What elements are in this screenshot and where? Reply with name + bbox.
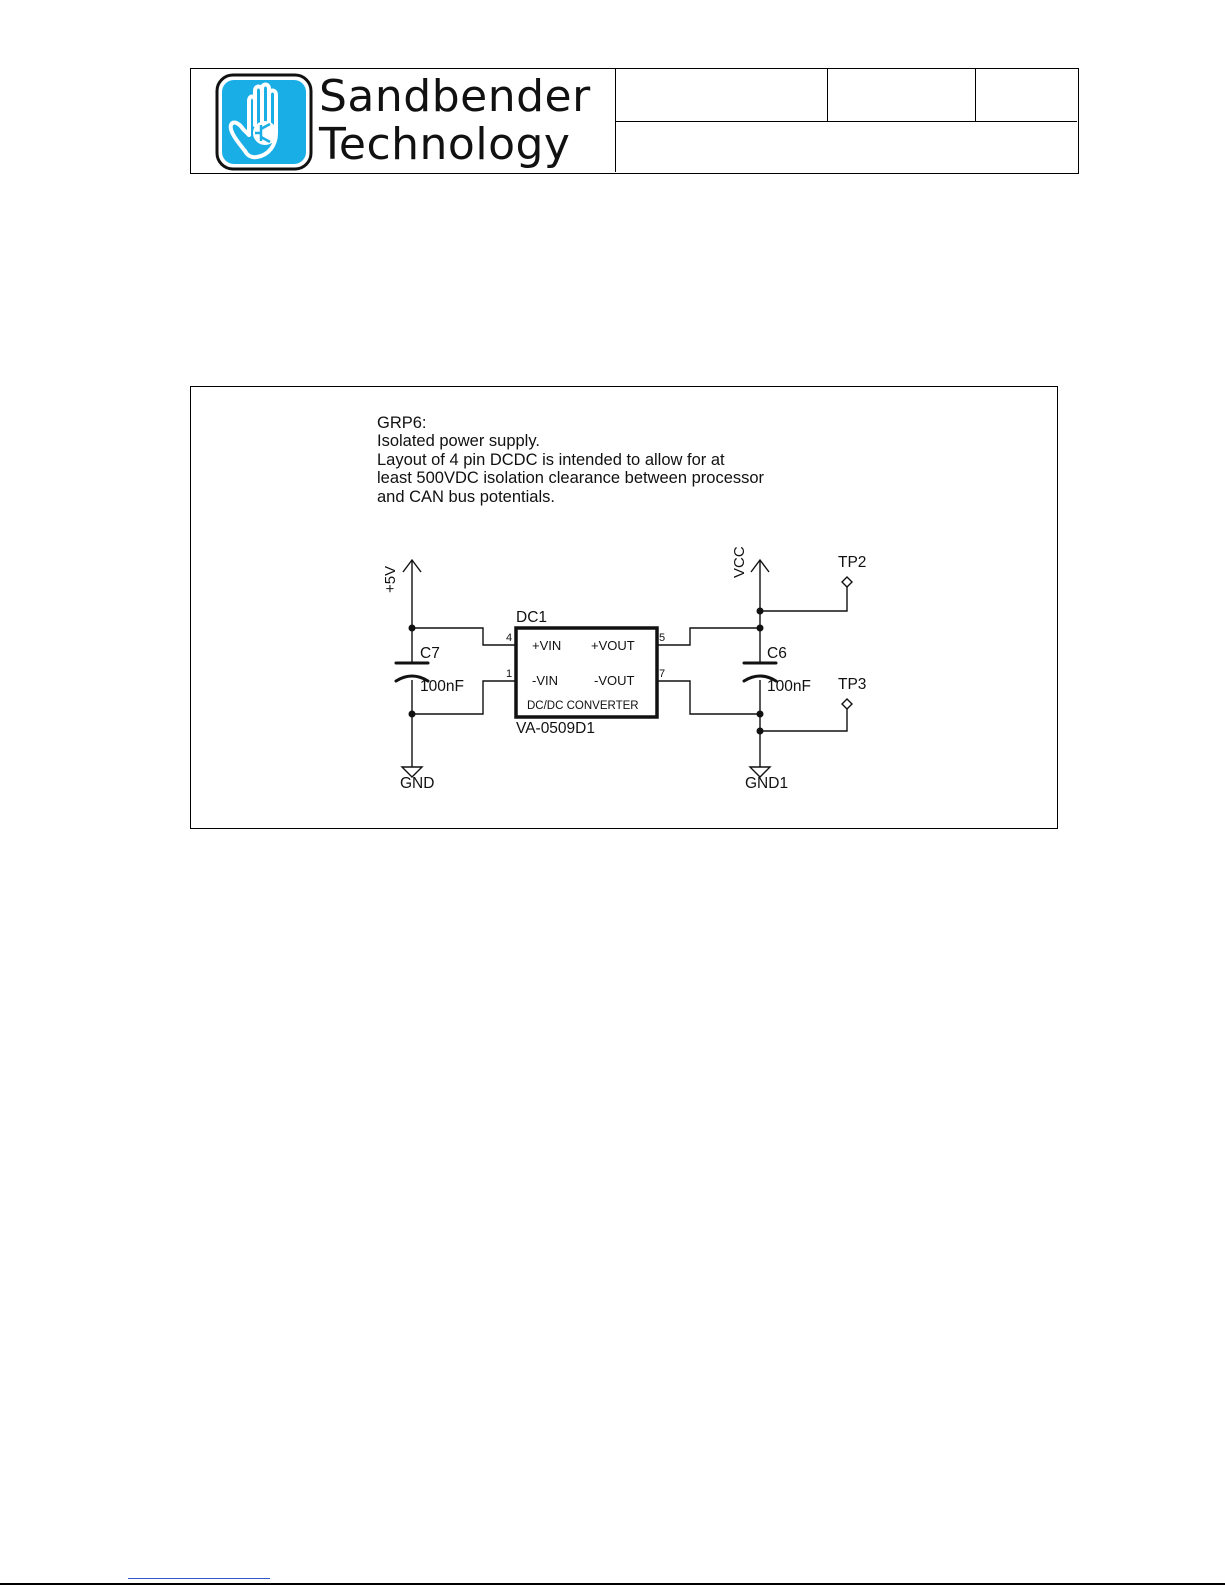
testpoint-tp2-icon <box>842 577 852 587</box>
note-line: Layout of 4 pin DCDC is intended to allow for at <box>377 450 725 469</box>
wire-tp2 <box>760 587 847 611</box>
junction-dot <box>409 711 416 718</box>
label-gnd1: GND1 <box>745 775 789 792</box>
note-line: GRP6: <box>377 414 427 432</box>
note-line: Isolated power supply. <box>377 432 540 451</box>
testpoint-tp3-icon <box>842 699 852 709</box>
label-pin-1: 1 <box>506 668 513 680</box>
label-vcc: VCC <box>731 546 748 578</box>
label-5v: +5V <box>382 565 399 593</box>
label-tp3: TP3 <box>838 676 867 693</box>
wire-vin-pos <box>412 628 515 645</box>
label-pin-7: 7 <box>659 668 666 680</box>
label-c7-value: 100nF <box>420 678 464 695</box>
label-pin-vin-neg: -VIN <box>532 673 558 688</box>
label-tp2: TP2 <box>838 554 867 571</box>
note-line: and CAN bus potentials. <box>377 487 555 506</box>
label-pin-vout-pos: +VOUT <box>591 638 635 653</box>
junction-dot <box>757 625 764 632</box>
label-pin-vout-neg: -VOUT <box>594 673 635 688</box>
label-ic-desc: DC/DC CONVERTER <box>527 700 639 712</box>
brand-name-line1: Sandbender <box>319 71 591 122</box>
junction-dot <box>757 608 764 615</box>
label-c6-ref: C6 <box>767 645 787 662</box>
note-line: least 500VDC isolation clearance between processor <box>377 469 765 488</box>
junction-dot <box>409 625 416 632</box>
label-c6-value: 100nF <box>767 678 811 695</box>
label-pin-vin-pos: +VIN <box>532 638 562 653</box>
label-gnd: GND <box>400 775 435 792</box>
label-c7-ref: C7 <box>420 645 440 662</box>
wire-vout-pos <box>657 628 760 645</box>
wire-tp3 <box>760 709 847 731</box>
footer-link-underline[interactable] <box>128 1578 270 1579</box>
label-pin-5: 5 <box>659 632 666 644</box>
junction-dot <box>757 711 764 718</box>
wire-vout-neg <box>657 681 760 714</box>
junction-dot <box>757 728 764 735</box>
brand-name-line2: Technology <box>319 119 571 170</box>
label-ic-ref: DC1 <box>516 609 548 626</box>
label-ic-part: VA-0509D1 <box>516 720 595 737</box>
label-pin-4: 4 <box>506 632 513 644</box>
